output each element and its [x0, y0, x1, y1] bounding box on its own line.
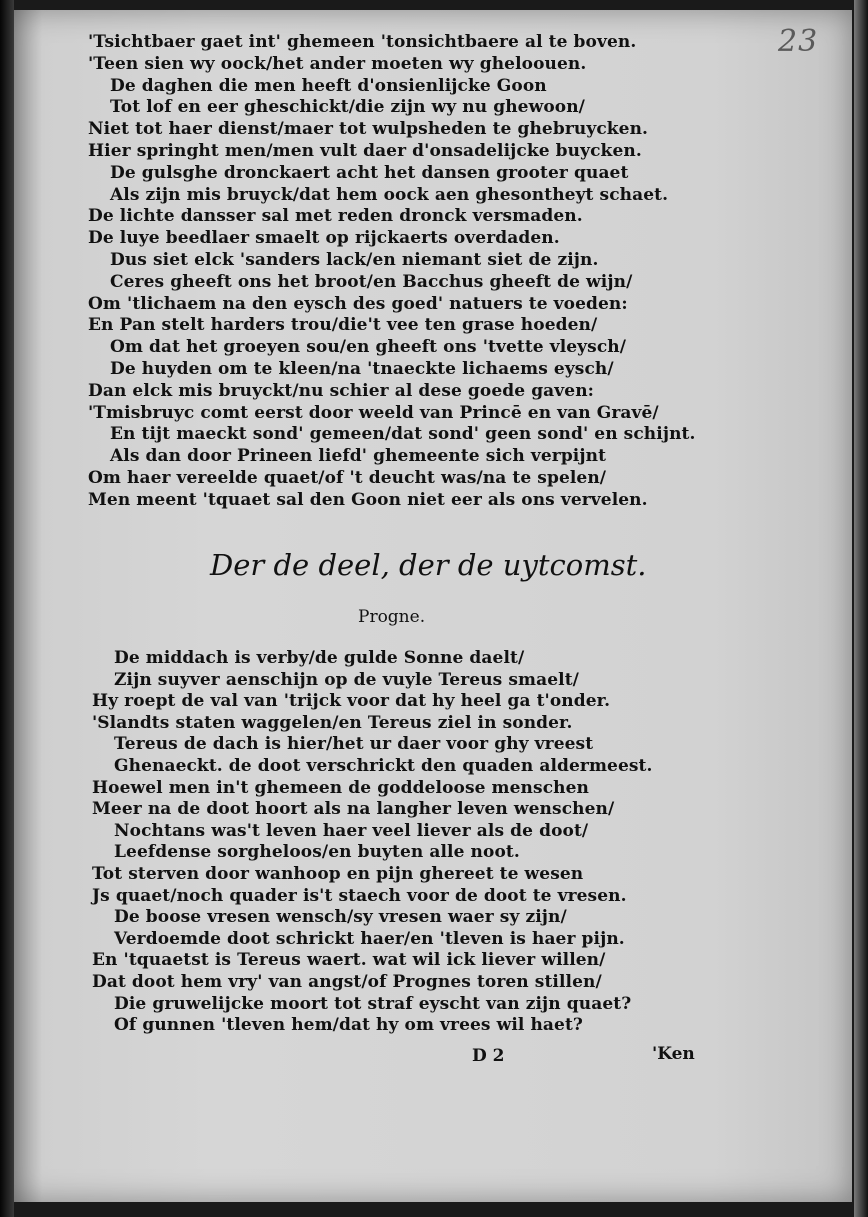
verse-line: Meer na de doot hoort als na langher leven wenschen/ [92, 799, 615, 820]
page-number: 23 [778, 24, 819, 59]
verse-line: Tot sterven door wanhoop en pijn ghereet te wesen [92, 863, 584, 884]
verse-line: En 'tquaetst is Tereus waert. wat wil ick liever willen/ [92, 950, 606, 971]
speaker-name: Progne. [358, 607, 426, 627]
verse-line: Om 'tlichaem na den eysch des goed' natuers te voeden: [88, 293, 628, 314]
verse-line: Nochtans was't leven haer veel liever als de doot/ [114, 820, 589, 841]
verse-line: De middach is verby/de gulde Sonne daelt/ [114, 648, 525, 668]
verse-block-top [88, 32, 728, 512]
verse-line: Als dan door Prineen liefd' ghemeente sich verpijnt [110, 446, 607, 467]
page-edge [854, 0, 868, 1217]
verse-line: Leefdense sorgheloos/en buyten alle noot. [114, 842, 520, 863]
verse-line: Hier springht men/men vult daer d'onsadelijcke buycken. [88, 140, 642, 161]
verse-line: Dan elck mis bruyckt/nu schier al dese goede gaven: [88, 380, 595, 401]
verse-line: 'Tmisbruyc comt eerst door weeld van Princē en van Gravē/ [88, 402, 659, 423]
verse-line: De boose vresen wensch/sy vresen waer sy zijn/ [114, 907, 567, 928]
verse-line: Men meent 'tquaet sal den Goon niet eer als ons vervelen. [88, 489, 648, 510]
verse-line: Om dat het groeyen sou/en gheeft ons 'tvette vleysch/ [110, 337, 627, 358]
verse-line: Die gruwelijcke moort tot straf eyscht van zijn quaet? [114, 993, 632, 1014]
verse-line: Zijn suyver aenschijn op de vuyle Tereus smaelt/ [114, 669, 579, 690]
verse-line: Ghenaeckt. de doot verschrickt den quaden aldermeest. [114, 755, 653, 776]
verse-line: Ceres gheeft ons het broot/en Bacchus gheeft de wijn/ [110, 271, 633, 292]
verse-line: 'Slandts staten waggelen/en Tereus ziel in sonder. [92, 712, 573, 733]
verse-line: Of gunnen 'tleven hem/dat hy om vrees wil haet? [114, 1015, 583, 1036]
verse-line: De huyden om te kleen/na 'tnaeckte lichaems eysch/ [110, 358, 614, 379]
verse-line: Js quaet/noch quader is't staech voor de doot te vresen. [92, 885, 627, 906]
verse-line: Niet tot haer dienst/maer tot wulpsheden te ghebruycken. [88, 119, 649, 140]
verse-block-bottom [92, 648, 732, 1037]
signature-mark: D 2 [472, 1046, 505, 1066]
verse-line: En Pan stelt harders trou/die't vee ten grase hoeden/ [88, 315, 598, 336]
verse-line: En tijt maeckt sond' gemeen/dat sond' geen sond' en schijnt. [110, 424, 696, 445]
verse-line: Tereus de dach is hier/het ur daer voor ghy vreest [114, 734, 594, 755]
verse-line: Om haer vereelde quaet/of 't deucht was/na te spelen/ [88, 467, 607, 488]
verse-line: De gulsghe dronckaert acht het dansen grooter quaet [110, 162, 629, 183]
verse-line: Tot lof en eer gheschickt/die zijn wy nu ghewoon/ [110, 97, 585, 118]
catchword: 'Ken [652, 1044, 695, 1064]
verse-line: De daghen die men heeft d'onsienlijcke Goon [110, 75, 547, 96]
verse-line: 'Teen sien wy oock/het ander moeten wy gheloouen. [88, 53, 587, 74]
book-gutter [0, 0, 14, 1217]
verse-line: Verdoemde doot schrickt haer/en 'tleven is haer pijn. [114, 928, 625, 949]
verse-line: Dus siet elck 'sanders lack/en niemant siet de zijn. [110, 249, 599, 270]
verse-line: Dat doot hem vry' van angst/of Prognes toren stillen/ [92, 971, 602, 992]
verse-line: Hy roept de val van 'trijck voor dat hy heel ga t'onder. [92, 691, 611, 712]
verse-line: 'Tsichtbaer gaet int' ghemeen 'tonsichtbaere al te boven. [88, 32, 637, 52]
verse-line: De lichte dansser sal met reden dronck versmaden. [88, 206, 583, 227]
verse-line: Hoewel men in't ghemeen de goddeloose menschen [92, 777, 589, 798]
verse-line: Als zijn mis bruyck/dat hem oock aen ghesontheyt schaet. [110, 184, 669, 205]
section-heading: Der de deel, der de uytcomst. [210, 548, 647, 582]
verse-line: De luye beedlaer smaelt op rijckaerts overdaden. [88, 228, 560, 249]
